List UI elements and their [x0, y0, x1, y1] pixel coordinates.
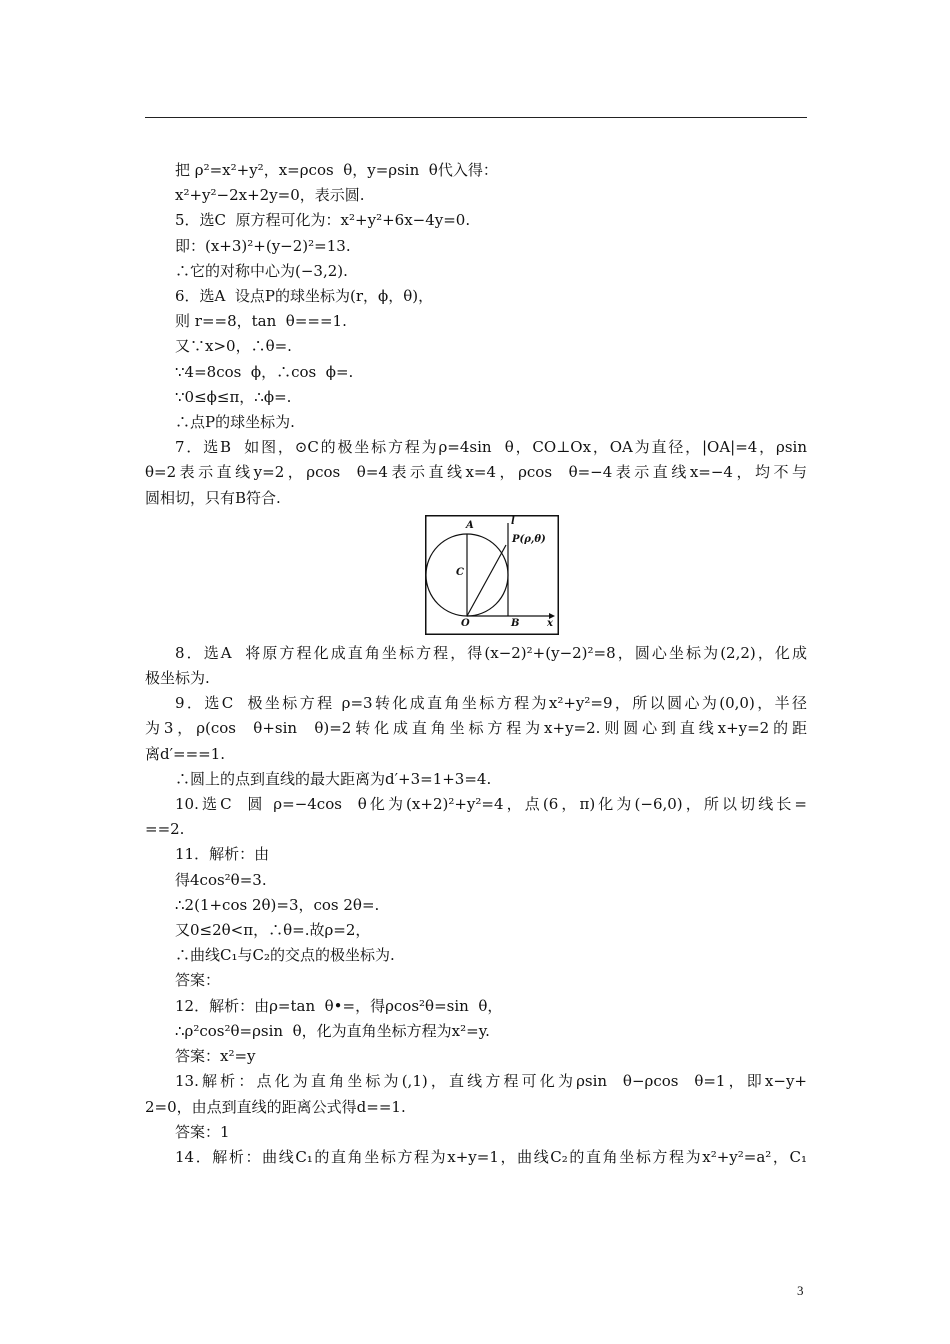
- text-line: 则 r==8，tan θ===1.: [175, 312, 347, 331]
- solution-text: [145, 158, 807, 1170]
- text-line: 13.解析：点化为直角坐标为(,1)，直线方程可化为ρsin θ−ρcos θ=1，即x−y+: [175, 1072, 807, 1091]
- text-line: 5．选C 原方程可化为：x²+y²+6x−4y=0.: [175, 211, 471, 230]
- text-line: 答案：1: [175, 1122, 230, 1141]
- text-line: 得4cos²θ=3.: [175, 870, 267, 889]
- text-line: 又0≤2θ<π，∴θ=.故ρ=2，: [175, 921, 371, 940]
- text-line: 8．选A 将原方程化成直角坐标方程，得(x−2)²+(y−2)²=8，圆心坐标为(2,2)，化成: [175, 643, 807, 662]
- text-line: ==2.: [145, 820, 185, 839]
- segment-op: [467, 545, 506, 616]
- text-line: ∴2(1+cos 2θ)=3，cos 2θ=.: [175, 895, 380, 914]
- text-line: ∵0≤ϕ≤π，∴ϕ=.: [175, 387, 292, 406]
- text-line: ∴ρ²cos²θ=ρsin θ，化为直角坐标方程为x²=y.: [175, 1021, 490, 1040]
- text-line: 6．选A 设点P的球坐标为(r，ϕ，θ)，: [175, 287, 434, 306]
- text-line: 把 ρ²=x²+y²，x=ρcos θ，y=ρsin θ代入得：: [175, 161, 498, 179]
- text-line: 2=0，由点到直线的距离公式得d==1.: [145, 1097, 406, 1116]
- text-line: 答案：: [175, 971, 221, 990]
- text-line: 7．选B 如图，⊙C的极坐标方程为ρ=4sin θ，CO⊥Ox，OA为直径，|OA|=4，ρsin: [175, 438, 807, 457]
- text-line: 14．解析：曲线C₁的直角坐标方程为x+y=1，曲线C₂的直角坐标方程为x²+y²=a²，C₁: [175, 1147, 807, 1166]
- header-rule: [145, 117, 807, 118]
- text-line: θ=2表示直线y=2，ρcos θ=4表示直线x=4，ρcos θ=−4表示直线x=−4，均不与: [145, 463, 807, 482]
- text-line: 答案：x²=y: [175, 1047, 256, 1066]
- text-line: 即：(x+3)²+(y−2)²=13.: [175, 236, 351, 255]
- text-line: ∴圆上的点到直线的最大距离为d′+3=1+3=4.: [175, 769, 492, 788]
- page-number: 3: [797, 1283, 804, 1298]
- text-line: 离d′===1.: [145, 744, 226, 763]
- text-line: 圆相切，只有B符合.: [145, 488, 281, 507]
- label-l: l: [511, 515, 515, 527]
- figure-drawing: [425, 515, 559, 635]
- label-x: x: [547, 617, 553, 629]
- text-line: 9．选C 极坐标方程 ρ=3转化成直角坐标方程为x²+y²=9，所以圆心为(0,0)，半径: [175, 694, 807, 713]
- text-line: ∴它的对称中心为(−3,2).: [175, 261, 348, 280]
- text-line: 为3，ρ(cos θ+sin θ)=2转化成直角坐标方程为x+y=2.则圆心到直线x+y=2的距: [145, 719, 807, 738]
- text-line: 12．解析：由ρ=tan θ•=，得ρcos²θ=sin θ，: [175, 996, 503, 1015]
- text-line: ∴点P的球坐标为.: [175, 413, 295, 432]
- label-p: P(ρ,θ): [512, 533, 546, 545]
- text-line: ∵4=8cos ϕ，∴cos ϕ=.: [175, 362, 354, 381]
- label-c: C: [456, 566, 464, 578]
- label-a: A: [466, 519, 474, 531]
- text-line: 又∵x>0，∴θ=.: [175, 337, 292, 356]
- text-line: ∴曲线C₁与C₂的交点的极坐标为.: [175, 946, 395, 965]
- text-line: 极坐标为.: [145, 669, 210, 688]
- polar-circle-figure: [425, 515, 559, 635]
- label-b: B: [511, 617, 520, 629]
- text-line: 11．解析：由: [175, 845, 270, 864]
- label-o: O: [461, 617, 470, 629]
- text-line: 10.选C 圆 ρ=−4cos θ化为(x+2)²+y²=4，点(6，π)化为(−6,0)，所以切线长=: [175, 795, 807, 814]
- text-line: x²+y²−2x+2y=0，表示圆.: [175, 186, 365, 205]
